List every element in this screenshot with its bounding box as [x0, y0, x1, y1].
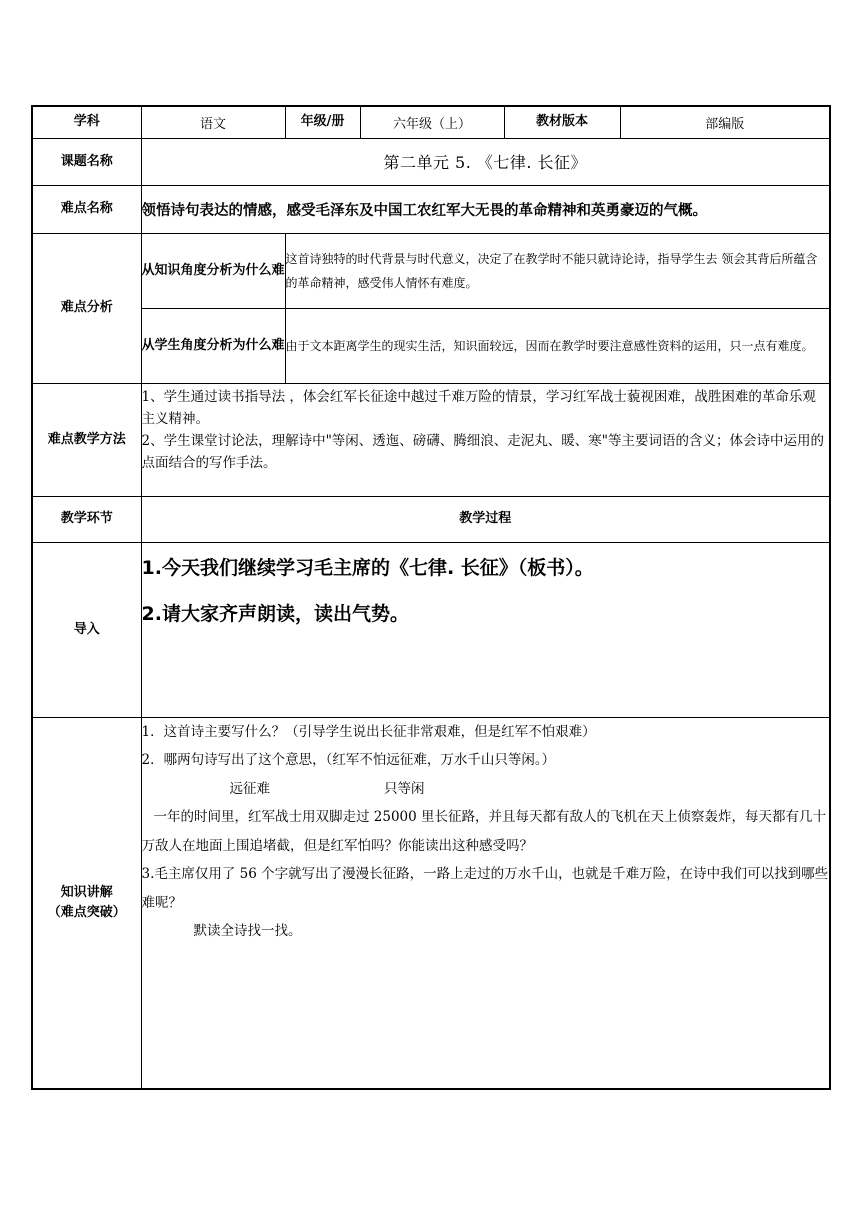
difficulty-name-label: 难点名称 — [32, 185, 141, 233]
analysis-knowledge-row — [32, 233, 830, 308]
analysis-label: 难点分析 — [32, 233, 141, 383]
edition-value: 部编版 — [620, 106, 830, 138]
grade-value: 六年级（上） — [360, 106, 504, 138]
difficulty-name-value: 领悟诗句表达的情感，感受毛泽东及中国工农红军大无畏的革命精神和英勇豪迈的气概。 — [141, 185, 830, 233]
knowledge-label-line-1: 知识讲解 — [60, 884, 113, 900]
question-2: 2．哪两句诗写出了这个意思，（红军不怕远征难，万水千山只等闲。） — [141, 752, 556, 768]
student-angle-text: 由于文本距离学生的现实生活，知识面较远，因而在教学时要注意感性资料的运用，只一点有难度。 — [285, 308, 830, 383]
knowledge-row — [32, 717, 830, 1089]
subject-label: 学科 — [32, 106, 141, 138]
student-angle-label: 从学生角度分析为什么难 — [141, 308, 285, 383]
process-header-row — [32, 496, 830, 542]
header-row — [32, 106, 830, 138]
method-content — [141, 383, 830, 496]
lesson-name-label: 课题名称 — [32, 138, 141, 185]
key-word-2: 只等闲 — [384, 780, 425, 797]
method-line-2: 2、学生课堂讨论法，理解诗中"等闲、透迤、磅礴、腾细浪、走泥丸、暖、寒"等主要词语的含义；体会诗中运用的点面结合的写作手法。 — [141, 432, 825, 471]
stage-label: 教学环节 — [32, 496, 141, 542]
method-label: 难点教学方法 — [32, 383, 141, 496]
method-line-1: 1、学生通过读书指导法 ，体会红军长征途中越过千难万险的情景，学习红军战士藐视困难，战胜困难的革命乐观主义精神。 — [141, 388, 816, 427]
knowledge-content — [141, 717, 830, 1089]
subject-value: 语文 — [141, 106, 285, 138]
intro-content — [141, 542, 830, 717]
process-label: 教学过程 — [141, 496, 830, 542]
analysis-student-row — [32, 308, 830, 383]
intro-line-2: 2.请大家齐声朗读，读出气势。 — [141, 602, 409, 625]
question-1: 1．这首诗主要写什么？（引导学生说出长征非常艰难，但是红军不怕艰难） — [141, 723, 596, 740]
knowledge-angle-label: 从知识角度分析为什么难 — [141, 233, 285, 308]
method-row — [32, 383, 830, 496]
knowledge-section-label — [32, 717, 141, 1089]
key-word-1: 远征难 — [229, 780, 270, 797]
difficulty-name-row — [32, 185, 830, 233]
intro-row — [32, 542, 830, 717]
task-instruction: 默读全诗找一找。 — [193, 923, 302, 939]
question-3: 3.毛主席仅用了 56 个字就写出了漫漫长征路，一路上走过的万水千山，也就是千难万险，在诗中我们可以找到哪些难呢？ — [141, 866, 829, 911]
lesson-plan-table — [31, 105, 831, 1090]
edition-label: 教材版本 — [504, 106, 620, 138]
intro-line-1: 1.今天我们继续学习毛主席的《七律. 长征》（板书）。 — [141, 556, 594, 579]
grade-label: 年级/册 — [285, 106, 360, 138]
explanation-paragraph: 一年的时间里，红军战士用双脚走过 25000 里长征路，并且每天都有敌人的飞机在天上侦察轰炸，每天都有几十万敌人在地面上围追堵截，但是红军怕吗？你能读出这种感受吗？ — [141, 809, 827, 854]
knowledge-label-line-2: （难点突破） — [47, 904, 126, 920]
lesson-name-row — [32, 138, 830, 185]
intro-label: 导入 — [32, 542, 141, 717]
key-words — [142, 775, 830, 804]
lesson-name-value: 第二单元 5. 《七律. 长征》 — [141, 138, 830, 185]
knowledge-angle-text: 这首诗独特的时代背景与时代意义，决定了在教学时不能只就诗论诗，指导学生去 领会其背后所蕴含的革命精神，感受伟人情怀有难度。 — [285, 233, 830, 308]
